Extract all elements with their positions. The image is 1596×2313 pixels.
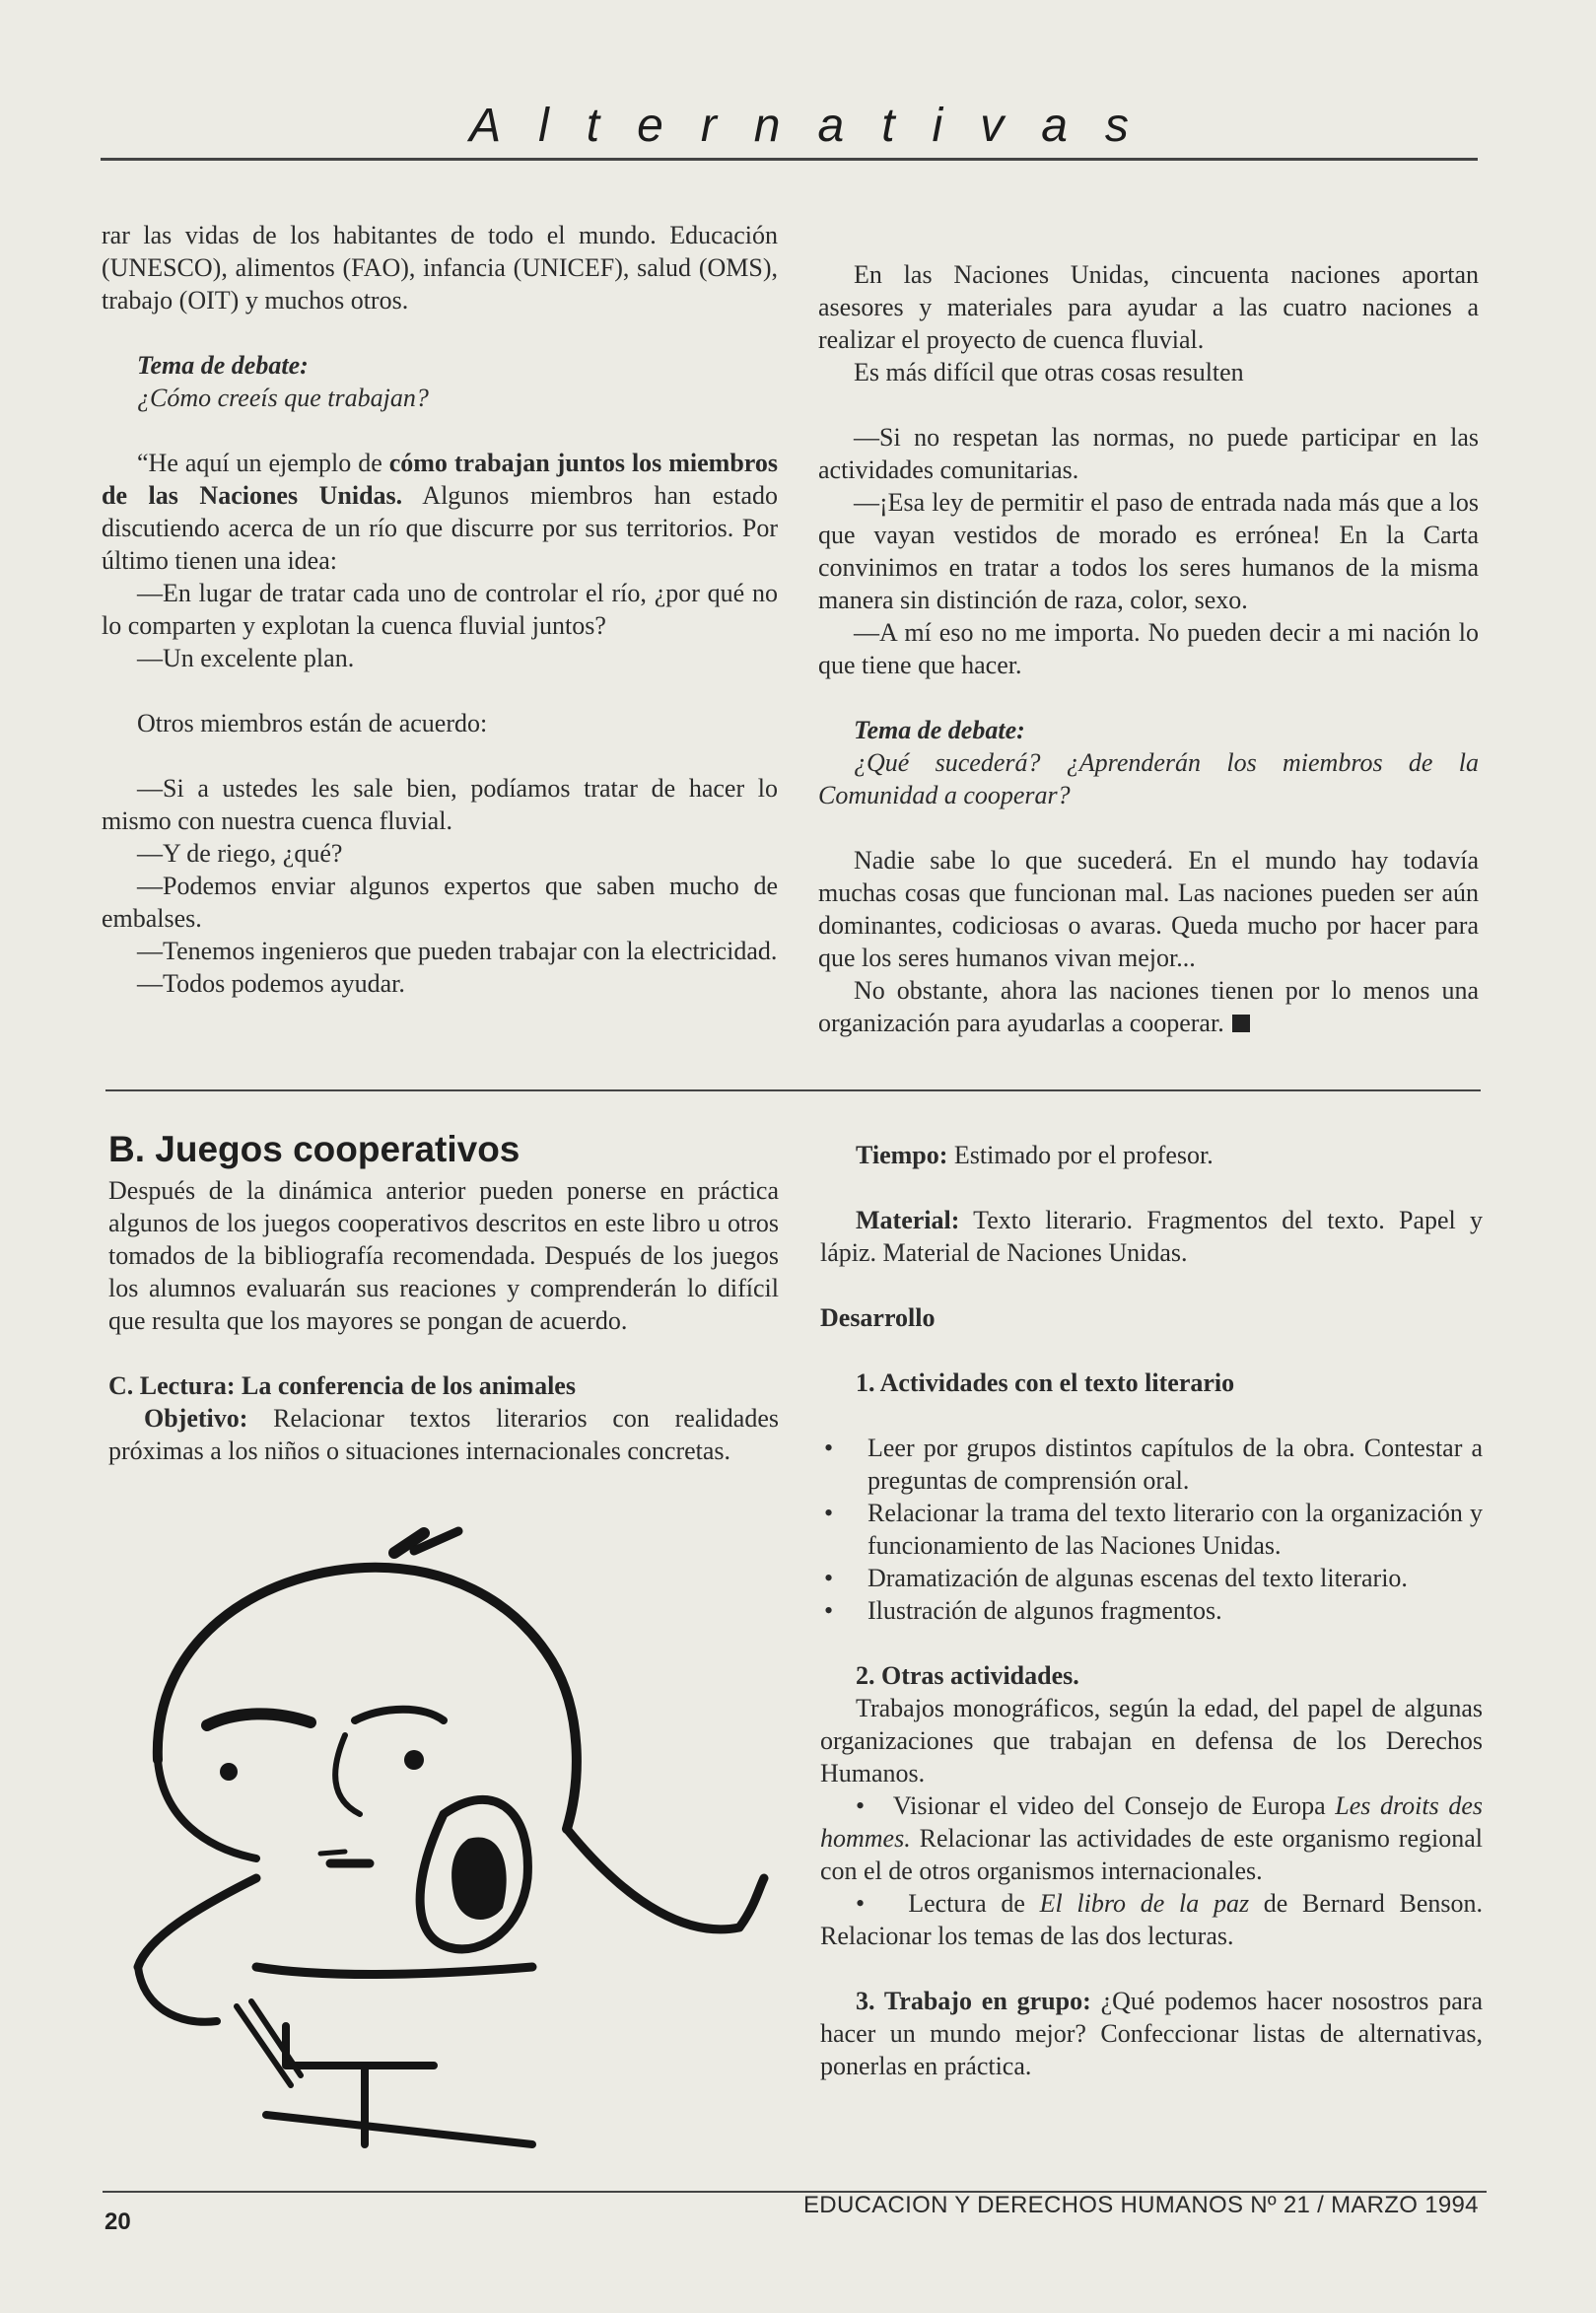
dialogue-line: —Si no respetan las normas, no puede participar en las actividades comunitarias. [818, 423, 1479, 484]
paragraph: • Visionar el video del Consejo de Europa Les droits des hommes. Relacionar las actividades de este organismo regional con el de otros organismos internacionales. [820, 1791, 1483, 1885]
paragraph: “He aquí un ejemplo de cómo trabajan juntos los miembros de las Naciones Unidas. Algunos miembros han estado discutiendo acerca de un río que discurre por sus territorios. Por último tienen una idea: [102, 449, 778, 575]
dialogue-line: —Un excelente plan. [137, 644, 355, 672]
dialogue-line: —Tenemos ingenieros que pueden trabajar con la electricidad. [137, 937, 778, 965]
left-eye [220, 1763, 238, 1781]
running-header: Alternativas [469, 100, 1166, 152]
left-top-column [102, 219, 778, 1000]
dialogue-line: —Y de riego, ¿qué? [137, 839, 343, 868]
dialogue-line: —Todos podemos ayudar. [137, 969, 405, 998]
paragraph: Después de la dinámica anterior pueden ponerse en práctica algunos de los juegos cooperativos descritos en este libro u otros tomados de la bibliografía recomendada. Después de los juegos los alumnos evaluarán sus reaciones y comprenderán lo difícil que resulta que los mayores se pongan de acuerdo. [108, 1176, 779, 1335]
dialogue-line: —En lugar de tratar cada uno de controlar el río, ¿por qué no lo comparten y explotan la cuenca fluvial juntos? [102, 579, 778, 640]
paragraph: En las Naciones Unidas, cincuenta naciones aportan asesores y materiales para ayudar a las cuatro naciones a realizar el proyecto de cuenca fluvial. [818, 260, 1479, 354]
dialogue-line: —Podemos enviar algunos expertos que saben mucho de embalses. [102, 872, 778, 933]
left-bottom-column [108, 1129, 779, 1467]
elbow [256, 1967, 532, 1975]
dialogue-line: —A mí eso no me importa. No pueden decir a mi nación lo que tiene que hacer. [818, 618, 1479, 679]
paragraph: • Lectura de El libro de la paz de Bernard Benson. Relacionar los temas de las dos lecturas. [820, 1889, 1483, 1950]
subsection-heading: 2. Otras actividades. [856, 1661, 1079, 1690]
hand-shading [451, 1837, 507, 1920]
right-brow [355, 1710, 444, 1720]
dialogue-line: —Si a ustedes les sale bien, podíamos tratar de hacer lo mismo con nuestra cuenca fluvial. [102, 774, 778, 835]
section-title: B. Juegos cooperativos [108, 1129, 520, 1169]
subsection-heading: 1. Actividades con el texto literario [856, 1368, 1235, 1397]
paragraph: Trabajos monográficos, según la edad, del papel de algunas organizaciones que trabajan en defensa de los Derechos Humanos. [820, 1694, 1483, 1787]
desk [266, 2026, 532, 2144]
section-title: C. Lectura: La conferencia de los animales [108, 1371, 576, 1400]
right-eye [404, 1750, 424, 1770]
left-brow [207, 1714, 311, 1725]
journal-footer: EDUCACION Y DERECHOS HUMANOS Nº 21 / MARZO 1994 [803, 2192, 1479, 2218]
list-item: • Ilustración de algunos fragmentos. [820, 1594, 1483, 1627]
header-rule [101, 158, 1478, 161]
cheek-line [158, 1760, 256, 1858]
dialogue-line: —¡Esa ley de permitir el paso de entrada nada más que a los que vayan vestidos de morado es errónea! En la Carta convinimos en tratar a todos los seres humanos de la misma manera sin distinción de raza, color, sexo. [818, 488, 1479, 614]
arm [138, 1878, 256, 1967]
paragraph: Otros miembros están de acuerdo: [137, 709, 488, 737]
nose [335, 1735, 360, 1814]
mouth-2 [320, 1852, 345, 1854]
paragraph: Tiempo: Estimado por el profesor. [856, 1141, 1214, 1169]
pencil [237, 2001, 301, 2085]
child-thinking-illustration [118, 1513, 789, 2164]
debate-question: ¿Cómo creeís que trabajan? [137, 384, 429, 412]
list-item: • Relacionar la trama del texto literario con la organización y funcionamiento de las Naciones Unidas. [820, 1497, 1483, 1562]
shoulder [138, 1967, 217, 2022]
paragraph: Es más difícil que otras cosas resulten [854, 358, 1244, 386]
paragraph: 3. Trabajo en grupo: ¿Qué podemos hacer nosostros para hacer un mundo mejor? Confeccionar listas de alternativas, ponerlas en práctica. [820, 1987, 1483, 2080]
list-item: • Leer por grupos distintos capítulos de la obra. Contestar a preguntas de comprensión oral. [820, 1432, 1483, 1497]
section-divider [105, 1089, 1481, 1091]
end-mark [1232, 1015, 1250, 1032]
head-outline [158, 1568, 577, 1829]
page-number: 20 [104, 2208, 131, 2235]
paragraph: Nadie sabe lo que sucederá. En el mundo hay todavía muchas cosas que funcionan mal. Las naciones pueden ser aún dominantes, codiciosas o avaras. Queda mucho por hacer para que los seres humanos vivan mejor... [818, 846, 1479, 972]
arm-2 [567, 1829, 764, 1929]
paragraph: rar las vidas de los habitantes de todo el mundo. Educación (UNESCO), alimentos (FAO), infancia (UNICEF), salud (OMS), trabajo (OIT) y muchos otros. [102, 221, 778, 315]
list-item: • Dramatización de algunas escenas del texto literario. [820, 1562, 1483, 1594]
debate-heading: Tema de debate: [137, 351, 309, 380]
debate-heading: Tema de debate: [854, 716, 1025, 744]
paragraph: Material: Texto literario. Fragmentos del texto. Papel y lápiz. Material de Naciones Unidas. [820, 1206, 1483, 1267]
right-top-column [818, 258, 1479, 1039]
activity-list [820, 1432, 1483, 1627]
right-bottom-column [820, 1139, 1483, 2082]
paragraph: Objetivo: Relacionar textos literarios con realidades próximas a los niños o situaciones internacionales concretas. [108, 1404, 779, 1465]
subsection-heading: Desarrollo [820, 1303, 936, 1332]
debate-question: ¿Qué sucederá? ¿Aprenderán los miembros de la Comunidad a cooperar? [818, 748, 1479, 809]
paragraph: No obstante, ahora las naciones tienen por lo menos una organización para ayudarlas a cooperar. [818, 976, 1479, 1037]
